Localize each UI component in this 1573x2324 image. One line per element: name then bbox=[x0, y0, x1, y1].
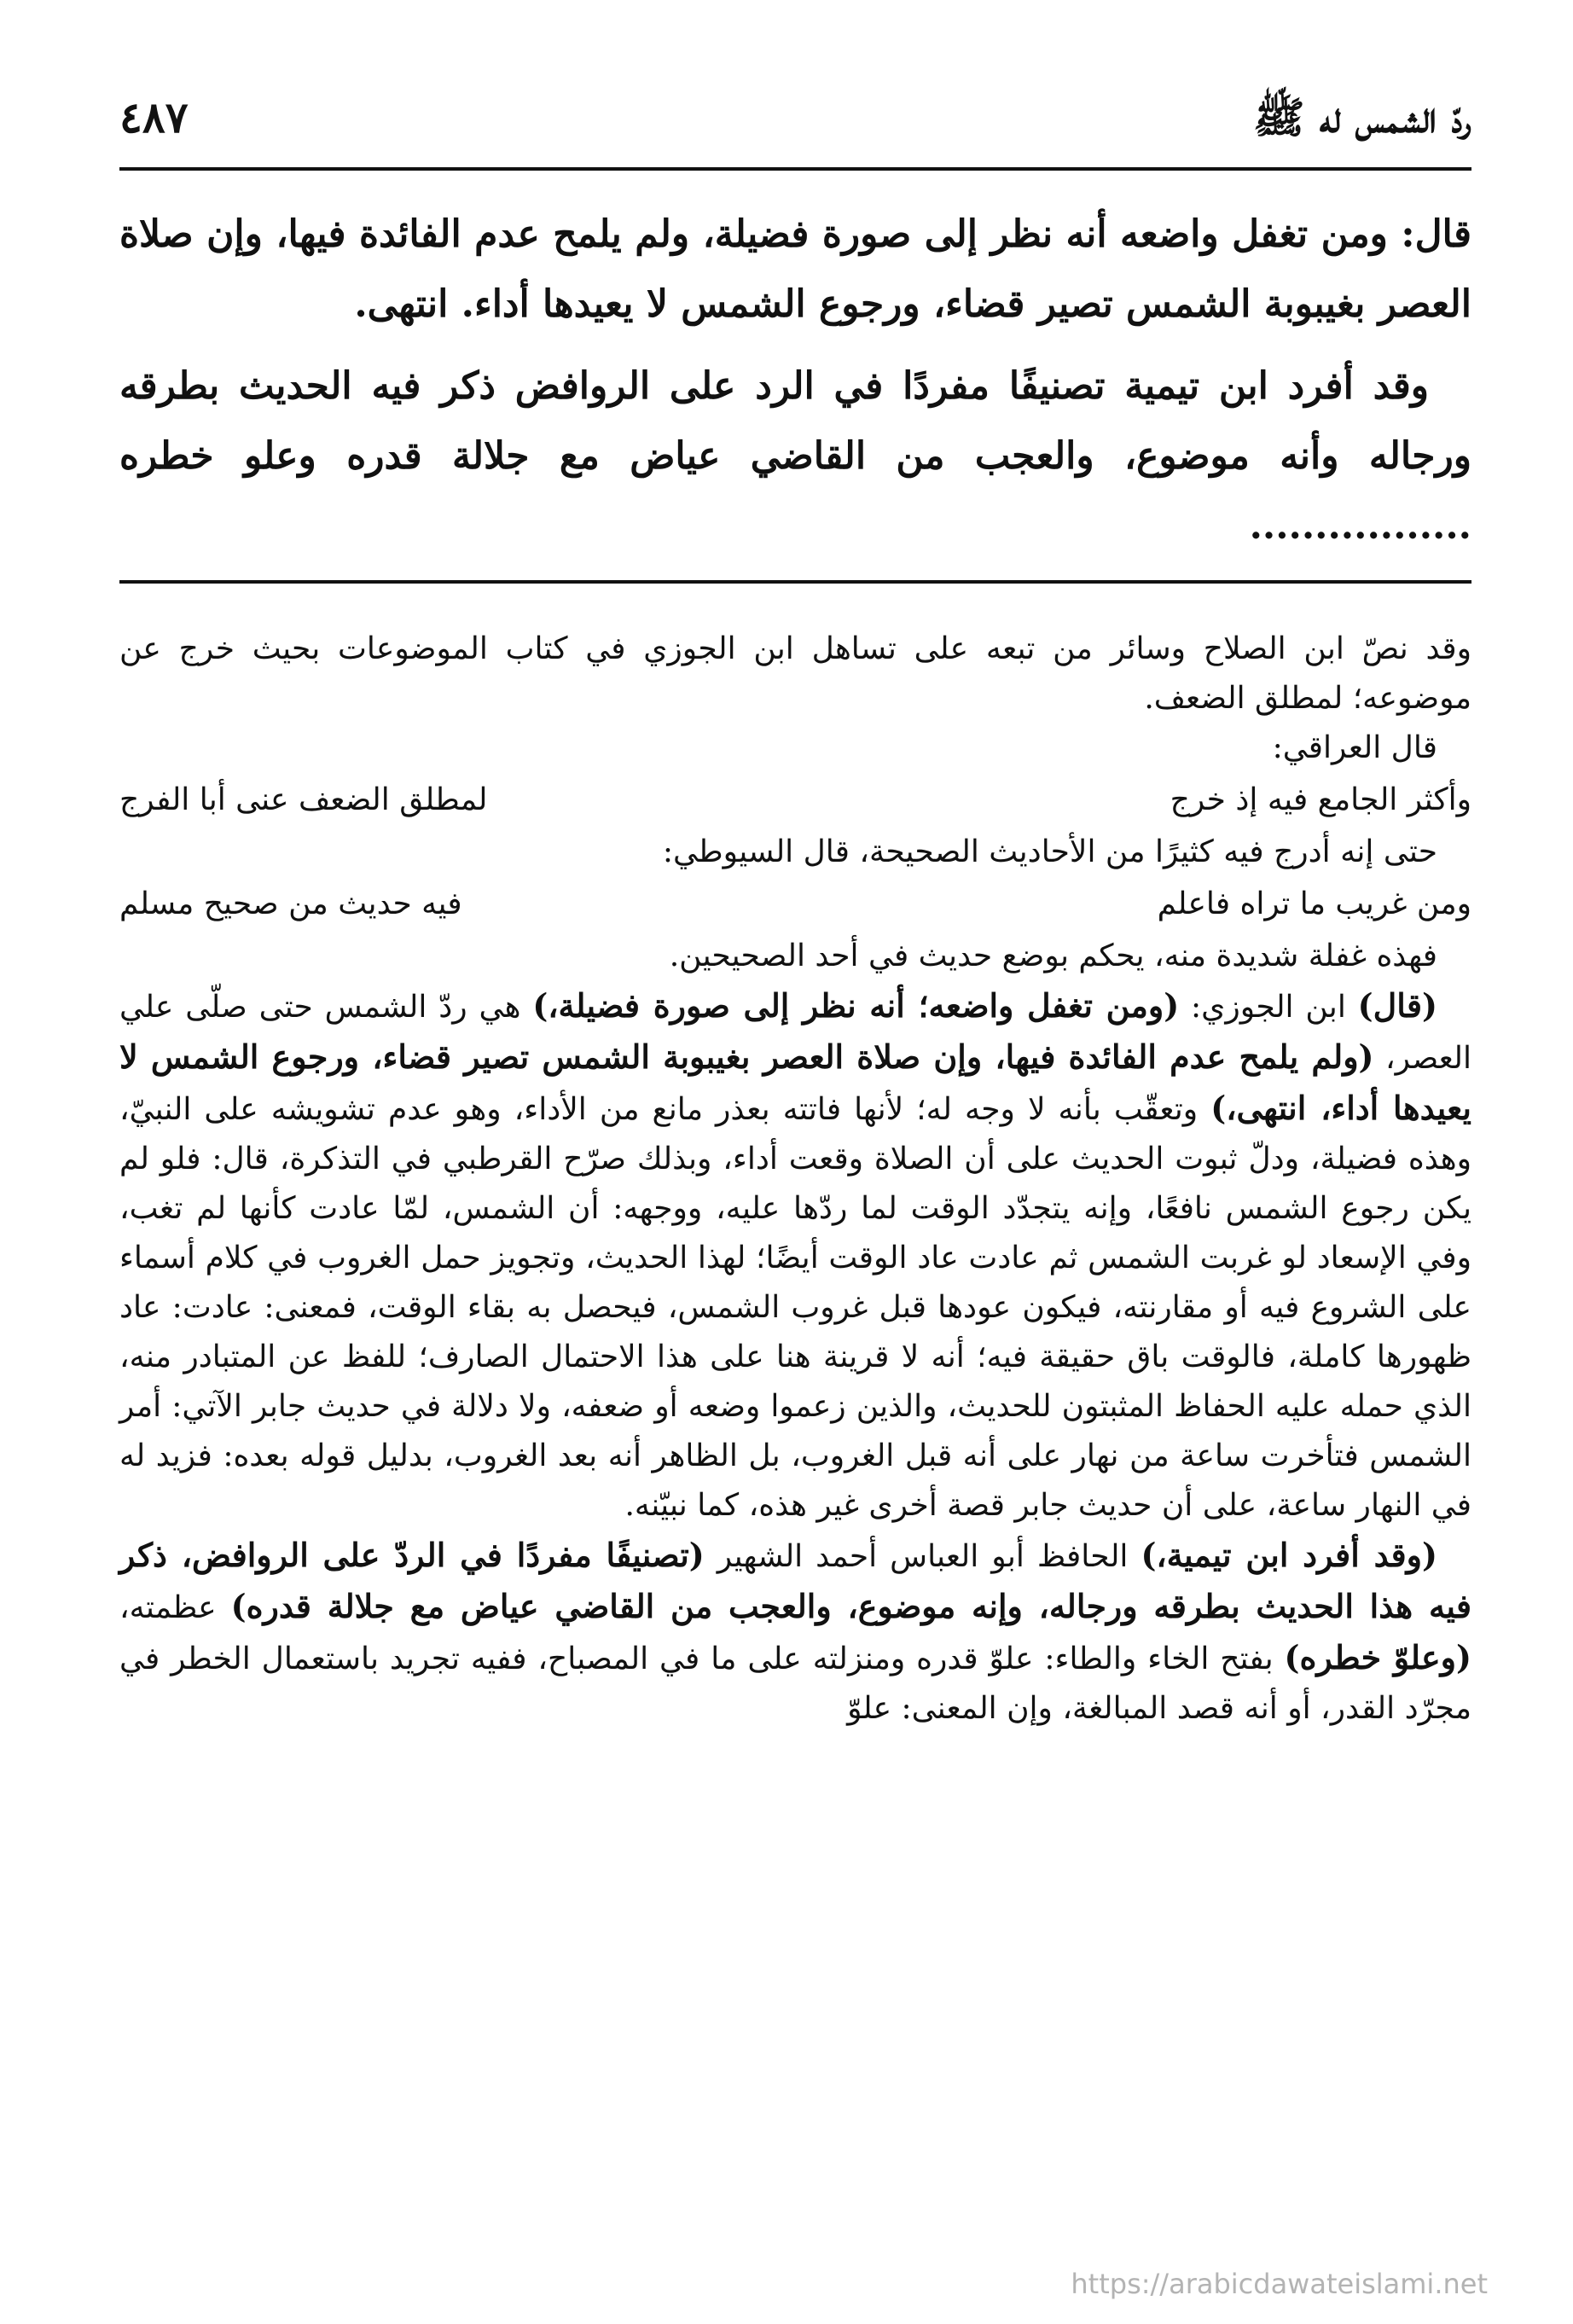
main-text bbox=[119, 200, 1471, 561]
commentary-paragraph-1: وقد نصّ ابن الصلاح وسائر من تبعه على تساهل ابن الجوزي في كتاب الموضوعات بحيث خرج عن موضوعه؛ لمطلق الضعف. bbox=[119, 631, 1471, 716]
plain-span: بفتح الخاء والطاء: علوّ قدره ومنزلته على ما في المصباح، ففيه تجريد باستعمال الخطر في مجرّد القدر، أو أنه قصد المبالغة، وإن المعنى: علوّ bbox=[119, 1641, 1471, 1726]
ellipsis-dots: ................. bbox=[1249, 504, 1471, 548]
commentary-paragraph-4: فهذه غفلة شديدة منه، يحكم بوضع حديث في أحد الصحيحين. bbox=[669, 938, 1437, 973]
source-watermark: https://arabicdawateislami.net bbox=[1071, 2268, 1488, 2300]
page-header bbox=[119, 85, 1471, 171]
page-number: ٤٨٧ bbox=[119, 92, 189, 142]
main-paragraph-2 bbox=[119, 352, 1471, 561]
quoted-span: (تصنيفًا مفردًا في الردّ على الروافض، ذكر فيه هذا الحديث بطرقه ورجاله، وإنه موضوع، والعجب من القاضي عياض مع جلالة قدره) bbox=[119, 1536, 1471, 1625]
commentary-paragraph-3: حتى إنه أدرج فيه كثيرًا من الأحاديث الصحيحة، قال السيوطي: bbox=[662, 834, 1437, 869]
quoted-span: (وقد أفرد ابن تيمية،) bbox=[1141, 1536, 1438, 1574]
verse-2-second-hemistich: فيه حديث من صحيح مسلم bbox=[119, 886, 462, 921]
verse-2 bbox=[119, 879, 1471, 930]
running-title: ردّ الشمس له ﷺ bbox=[1253, 92, 1471, 142]
verse-2-first-hemistich: ومن غريب ما تراه فاعلم bbox=[1157, 886, 1471, 921]
book-page bbox=[119, 85, 1471, 2269]
plain-span: هي ردّ الشمس حتى صلّى علي العصر، bbox=[119, 990, 1472, 1076]
section-divider bbox=[119, 580, 1471, 584]
main-paragraph-1: قال: ومن تغفل واضعه أنه نظر إلى صورة فضيلة، ولم يلمح عدم الفائدة فيها، وإن صلاة العصر بغيبوبة الشمس تصير قضاء، ورجوع الشمس لا يعيدها أداء. انتهى. bbox=[119, 212, 1471, 326]
quoted-span: (قال) bbox=[1357, 986, 1437, 1025]
quoted-span: (وعلوّ خطره) bbox=[1284, 1638, 1471, 1676]
verse-1-second-hemistich: لمطلق الضعف عنى أبا الفرج bbox=[119, 782, 488, 817]
commentary-text bbox=[119, 625, 1471, 1734]
plain-span: وتعقّب بأنه لا وجه له؛ لأنها فاتته بعذر مانع من الأداء، وهو عدم تشويشه على النبيّ، وهذه فضيلة، ودلّ ثبوت الحديث على أن الصلاة وقعت أداء، وبذلك صرّح القرطبي في التذكرة، قال: فلو لم يكن رجوع الشمس نافعًا، وإنه يتجدّد الوقت لما ردّها عليه، ووجهه: أن الشمس، لمّا عادت كأنها لم تغب، وفي الإسعاد لو غربت الشمس ثم عادت عاد الوقت أيضًا؛ لهذا الحديث، وتجويز حمل الغروب في كلام أسماء على الشروع فيه أو مقارنته، فيكون عودها قبل غروب الشمس، فيحصل به بقاء الوقت، فمعنى: عادت: عاد ظهورها كاملة، فالوقت باق حقيقة فيه؛ أنه لا قرينة هنا على هذا الاحتمال الصارف؛ للفظ عن المتبادر منه، الذي حمله عليه الحفاظ المثبتون للحديث، والذين زعموا وضعه أو ضعفه، ولا دلالة في حديث جابر الآتي: أمر الشمس فتأخرت ساعة من نهار على أنه قبل الغروب، بل الظاهر أنه بعد الغروب، بدليل قوله بعده: فزيد له في النهار ساعة، على أن حديث جابر قصة أخرى غير هذه، كما نبيّنه. bbox=[119, 1092, 1471, 1523]
commentary-paragraph-6 bbox=[119, 1531, 1471, 1734]
commentary-paragraph-2: قال العراقي: bbox=[1272, 730, 1437, 765]
quoted-span: (ومن تغفل واضعه؛ أنه نظر إلى صورة فضيلة،) bbox=[532, 986, 1180, 1025]
verse-1 bbox=[119, 775, 1471, 826]
verse-1-first-hemistich: وأكثر الجامع فيه إذ خرج bbox=[1170, 782, 1471, 817]
commentary-paragraph-5 bbox=[119, 981, 1471, 1531]
main-paragraph-2-text: وقد أفرد ابن تيمية تصنيفًا مفردًا في الرد على الروافض ذكر فيه الحديث بطرقه ورجاله وأنه موضوع، والعجب من القاضي عياض مع جلالة قدره وعلو خطره bbox=[119, 364, 1471, 478]
plain-span: ابن الجوزي: bbox=[1179, 990, 1358, 1025]
plain-span: الحافظ أبو العباس أحمد الشهير bbox=[704, 1539, 1141, 1574]
plain-span: عظمته، bbox=[119, 1590, 231, 1625]
quoted-span: (ولم يلمح عدم الفائدة فيها، وإن صلاة العصر بغيبوبة الشمس تصير قضاء، ورجوع الشمس لا يعيدها أداء، انتهى،) bbox=[119, 1037, 1471, 1127]
